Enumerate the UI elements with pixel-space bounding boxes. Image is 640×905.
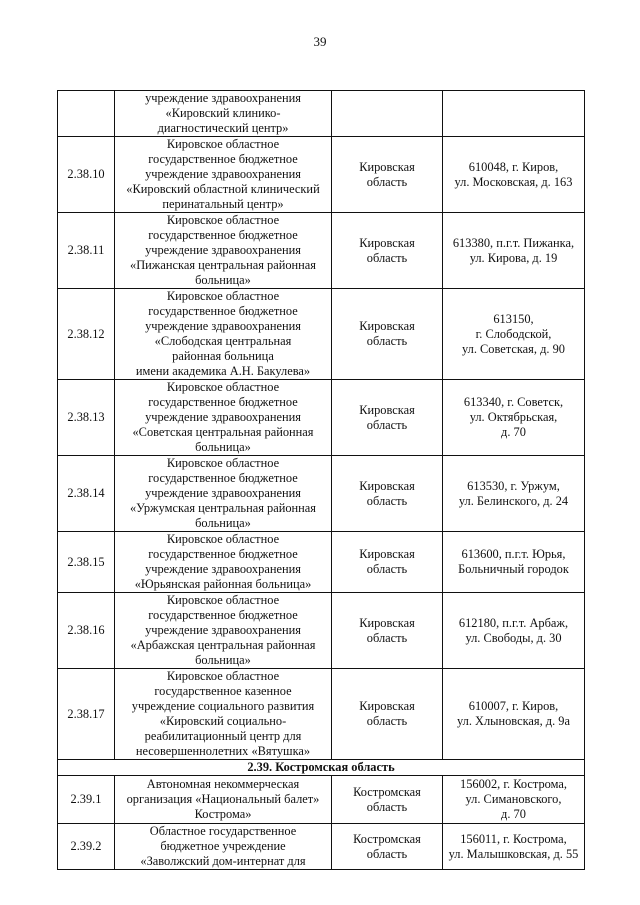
table-row — [58, 91, 585, 137]
region-line: область — [366, 562, 408, 576]
address — [443, 456, 585, 532]
region-line: Кировская — [359, 478, 415, 493]
organization-name-line: «Кировский областной клинический — [126, 182, 320, 196]
region-line: Кировская — [359, 547, 415, 561]
organization-name-line: диагностический центр» — [157, 121, 289, 135]
organization-name-line: государственное бюджетное — [148, 395, 298, 409]
organization-name-line: учреждение здравоохранения — [145, 562, 301, 576]
organization-name — [115, 456, 332, 532]
entry-number: 2.38.16 — [58, 593, 115, 669]
address-line: ул. Московская, д. 163 — [454, 174, 573, 189]
organization-name-line: больница» — [195, 273, 251, 287]
entry-number: 2.38.17 — [58, 669, 115, 760]
table-row — [58, 289, 585, 380]
address — [443, 669, 585, 760]
organization-name-line: больница» — [195, 653, 251, 667]
section-header-row — [58, 760, 585, 776]
region — [332, 593, 443, 669]
organization-name-line: «Уржумская центральная районная — [129, 501, 316, 515]
region-line: Кировская — [359, 699, 415, 713]
address — [443, 380, 585, 456]
region-line: область — [366, 493, 408, 508]
organization-name-line: «Пижанская центральная районная — [130, 258, 316, 272]
organization-name — [115, 380, 332, 456]
organization-name-line: Кировское областное — [166, 593, 280, 607]
region-line: область — [366, 799, 408, 814]
address — [443, 532, 585, 593]
organization-name-line: «Арбажская центральная районная — [130, 638, 316, 652]
organization-name-line: Автономная некоммерческая — [146, 777, 300, 791]
organization-name — [115, 776, 332, 824]
address-line: ул. Советская, д. 90 — [462, 341, 565, 356]
address-line: 156002, г. Кострома, — [460, 777, 567, 791]
address-line: ул. Октябрьская, — [469, 410, 558, 424]
address-line: ул. Симановского, — [465, 792, 562, 806]
table-row — [58, 776, 585, 824]
organization-name-line: «Советская центральная районная — [132, 425, 314, 439]
entry-number: 2.38.11 — [58, 213, 115, 289]
region-line: область — [366, 174, 408, 189]
address-line: 613530, г. Уржум, — [467, 478, 560, 493]
organization-name-line: государственное казенное — [154, 684, 292, 698]
organization-name-line: государственное бюджетное — [148, 152, 298, 166]
organization-name-line: имени академика А.Н. Бакулева» — [135, 364, 311, 378]
region — [332, 532, 443, 593]
organization-name-line: Кировское областное — [166, 213, 280, 227]
region-line: Костромская — [353, 784, 421, 799]
region — [332, 380, 443, 456]
address-line: 612180, п.г.т. Арбаж, — [458, 615, 569, 630]
registry-table — [57, 90, 585, 870]
address — [443, 213, 585, 289]
organization-name — [115, 137, 332, 213]
registry-table-body — [58, 91, 585, 870]
organization-name-line: Областное государственное — [149, 824, 297, 838]
entry-number: 2.38.13 — [58, 380, 115, 456]
organization-name — [115, 213, 332, 289]
address-line: ул. Малышковская, д. 55 — [448, 846, 579, 861]
region — [332, 213, 443, 289]
organization-name-line: реабилитационный центр для — [144, 729, 302, 743]
organization-name-line: государственное бюджетное — [148, 608, 298, 622]
organization-name-line: учреждение здравоохранения — [145, 623, 301, 637]
organization-name-line: перинатальный центр» — [162, 197, 284, 211]
organization-name-line: учреждение социального развития — [131, 699, 315, 713]
organization-name-line: государственное бюджетное — [148, 304, 298, 318]
organization-name-line: государственное бюджетное — [148, 471, 298, 485]
organization-name-line: бюджетное учреждение — [160, 839, 286, 853]
address-line: д. 70 — [501, 807, 526, 821]
organization-name-line: больница» — [195, 516, 251, 530]
address — [443, 824, 585, 870]
organization-name-line: «Юрьянская районная больница» — [134, 577, 312, 591]
address-line: 613380, п.г.т. Пижанка, — [452, 235, 575, 250]
organization-name — [115, 824, 332, 870]
region-line: Кировская — [359, 615, 415, 630]
organization-name-line: учреждение здравоохранения — [145, 243, 301, 257]
address-line: Больничный городок — [458, 562, 569, 576]
region — [332, 91, 443, 137]
address-line: ул. Свободы, д. 30 — [465, 630, 562, 645]
organization-name-line: Кировское областное — [166, 380, 280, 394]
region-line: область — [366, 417, 408, 432]
table-row — [58, 456, 585, 532]
region-line: Кировская — [359, 402, 415, 417]
entry-number: 2.39.2 — [58, 824, 115, 870]
organization-name-line: районная больница — [172, 349, 274, 363]
region — [332, 289, 443, 380]
address-line: ул. Хлыновская, д. 9а — [456, 714, 570, 728]
entry-number: 2.38.12 — [58, 289, 115, 380]
address-line: 613340, г. Советск, — [463, 395, 564, 409]
organization-name-line: учреждение здравоохранения — [145, 319, 301, 333]
organization-name-line: учреждение здравоохранения — [145, 486, 301, 500]
region — [332, 669, 443, 760]
table-row — [58, 213, 585, 289]
organization-name — [115, 91, 332, 137]
region-line: Кировская — [359, 235, 415, 250]
organization-name-line: Кировское областное — [166, 137, 280, 151]
address-line: 156011, г. Кострома, — [460, 831, 567, 846]
address-line: 613150, — [493, 311, 534, 326]
organization-name-line: Кировское областное — [166, 669, 280, 683]
organization-name-line: Кировское областное — [166, 532, 280, 546]
organization-name — [115, 289, 332, 380]
organization-name-line: государственное бюджетное — [148, 547, 298, 561]
organization-name-line: учреждение здравоохранения — [145, 167, 301, 181]
organization-name-line: «Кировский социально- — [159, 714, 287, 728]
entry-number: 2.38.10 — [58, 137, 115, 213]
entry-number: 2.38.15 — [58, 532, 115, 593]
region-line: область — [366, 714, 408, 728]
organization-name — [115, 593, 332, 669]
address — [443, 593, 585, 669]
region-line: Костромская — [353, 831, 421, 846]
table-row — [58, 137, 585, 213]
page-number: 39 — [313, 34, 327, 49]
table-row — [58, 669, 585, 760]
organization-name-line: «Заволжский дом-интернат для — [140, 854, 306, 868]
region-line: область — [366, 250, 408, 265]
address — [443, 289, 585, 380]
organization-name-line: Кировское областное — [166, 456, 280, 470]
table-row — [58, 532, 585, 593]
region — [332, 824, 443, 870]
organization-name-line: государственное бюджетное — [148, 228, 298, 242]
region-line: область — [366, 846, 408, 861]
organization-name — [115, 669, 332, 760]
table-row — [58, 824, 585, 870]
region-line: Кировская — [359, 319, 415, 333]
address-line: 610007, г. Киров, — [468, 699, 559, 713]
table-row — [58, 593, 585, 669]
address-line: 610048, г. Киров, — [468, 159, 559, 174]
organization-name-line: «Слободская центральная — [154, 334, 292, 348]
address-line: ул. Белинского, д. 24 — [458, 493, 569, 508]
region-line: Кировская — [359, 159, 415, 174]
address — [443, 776, 585, 824]
address-line: г. Слободской, — [475, 326, 552, 341]
organization-name-line: организация «Национальный балет» — [126, 792, 320, 806]
entry-number — [58, 91, 115, 137]
region-line: область — [366, 334, 408, 348]
region-line: область — [366, 630, 408, 645]
organization-name-line: Кострома» — [194, 807, 252, 821]
organization-name — [115, 532, 332, 593]
region — [332, 137, 443, 213]
address-line: д. 70 — [501, 425, 526, 439]
organization-name-line: учреждение здравоохранения — [145, 91, 301, 105]
address-line: 613600, п.г.т. Юрья, — [461, 547, 566, 561]
table-row — [58, 380, 585, 456]
address — [443, 137, 585, 213]
section-title: 2.39. Костромская область — [58, 760, 585, 776]
organization-name-line: несовершеннолетних «Вятушка» — [135, 744, 311, 758]
organization-name-line: Кировское областное — [166, 289, 280, 303]
organization-name-line: учреждение здравоохранения — [145, 410, 301, 424]
address-line: ул. Кирова, д. 19 — [469, 250, 558, 265]
address — [443, 91, 585, 137]
region — [332, 456, 443, 532]
organization-name-line: «Кировский клинико- — [165, 106, 281, 120]
organization-name-line: больница» — [195, 440, 251, 454]
region — [332, 776, 443, 824]
entry-number: 2.38.14 — [58, 456, 115, 532]
entry-number: 2.39.1 — [58, 776, 115, 824]
